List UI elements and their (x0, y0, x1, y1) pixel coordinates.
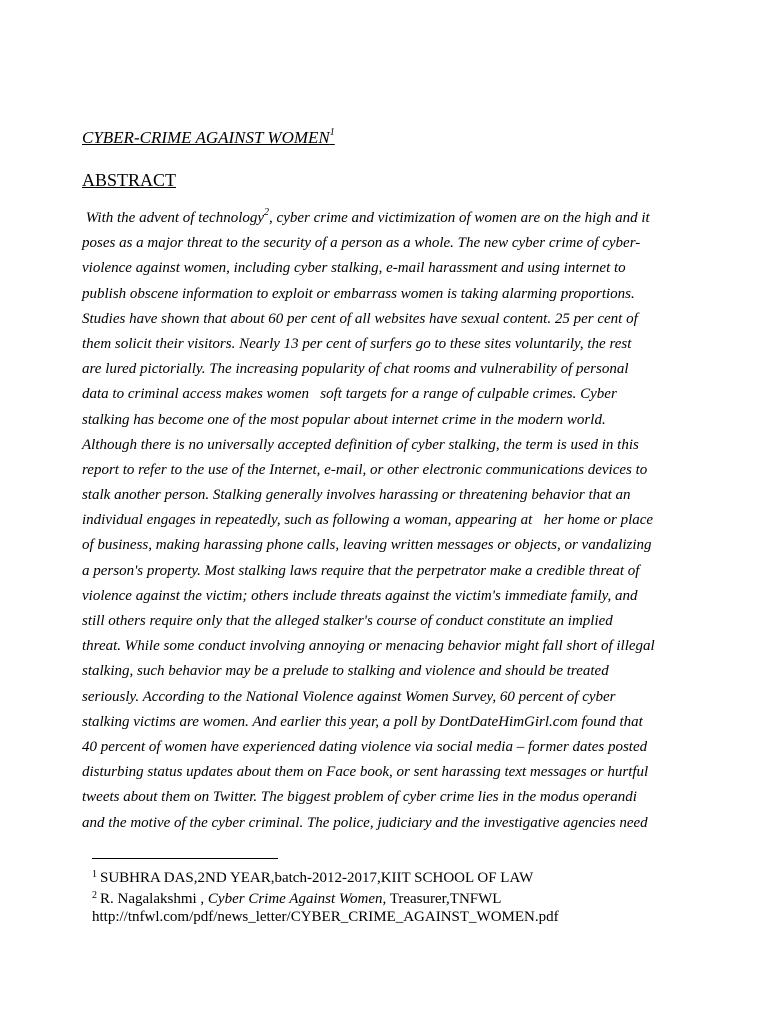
body-line-text: still others require only that the alleged stalker's course of conduct constitute an implied (82, 613, 613, 629)
body-line (82, 357, 692, 382)
footnotes (92, 866, 559, 926)
body-line-text: 40 percent of women have experienced dating violence via social media – former dates posted (82, 738, 648, 755)
body-line-text: threat. While some conduct involving annoying or menacing behavior might fall short of illegal (82, 638, 655, 655)
body-line-text: publish obscene information to exploit or embarrass women is taking alarming proportions. (82, 285, 635, 302)
footnote-2 (92, 887, 559, 908)
body-line (82, 659, 692, 684)
body-line (82, 710, 692, 735)
body-line (82, 685, 692, 710)
body-line-text: stalk another person. Stalking generally involves harassing or threatening behavior that an (82, 487, 631, 504)
body-line (82, 785, 692, 810)
body-line (82, 307, 692, 332)
body-line (82, 256, 692, 281)
body-line (82, 382, 692, 407)
body-line-text: report to refer to the use of the Internet, e-mail, or other electronic communications devices to (82, 461, 648, 478)
footnote-2-url[interactable] (92, 908, 559, 926)
document-title-text: CYBER-CRIME AGAINST WOMEN (82, 128, 330, 147)
body-line-text: Studies have shown that about 60 per cent of all websites have sexual content. 25 per cent of (82, 310, 638, 327)
body-line-text: data to criminal access makes women soft targets for a range of culpable crimes. Cyber (82, 386, 617, 403)
body-line-text: and the motive of the cyber criminal. The police, judiciary and the investigative agencies need (82, 814, 648, 831)
body-line-text: , cyber crime and victimization of women are on the high and it (269, 210, 650, 226)
body-line (82, 408, 692, 433)
abstract-body (82, 206, 692, 836)
footnote-text: SUBHRA DAS,2ND YEAR,batch-2012-2017,KIIT SCHOOL OF LAW (100, 870, 534, 886)
body-line-text: With the advent of technology (82, 210, 265, 226)
body-line (82, 811, 692, 836)
body-line-text: violence against women, including cyber stalking, e-mail harassment and using internet to (82, 260, 626, 277)
body-line-text: seriously. According to the National Violence against Women Survey, 60 percent of cyber (82, 688, 616, 705)
footnote-author: R. Nagalakshmi , (100, 891, 208, 907)
body-line (82, 332, 692, 357)
body-line (82, 433, 692, 458)
body-line (82, 483, 692, 508)
footnote-affiliation: Treasurer,TNFWL (386, 891, 502, 907)
footnote-url-link[interactable]: http://tnfwl.com/pdf/news_letter/CYBER_CRIME_AGAINST_WOMEN.pdf (92, 909, 559, 925)
body-line-text: Although there is no universally accepted definition of cyber stalking, the term is used in this (82, 436, 639, 453)
body-line (82, 508, 692, 533)
body-line-text: stalking victims are women. And earlier this year, a poll by DontDateHimGirl.com found that (82, 713, 643, 730)
body-line (82, 206, 692, 231)
body-line-text: poses as a major threat to the security of a person as a whole. The new cyber crime of cyber- (82, 235, 641, 252)
body-line (82, 735, 692, 760)
body-line (82, 282, 692, 307)
footnote-work-title: Cyber Crime Against Women, (207, 891, 387, 907)
body-line (82, 609, 692, 634)
body-line-text: violence against the victim; others include threats against the victim's immediate family, and (82, 587, 638, 604)
body-line (82, 760, 692, 785)
body-line-text: of business, making harassing phone calls, leaving written messages or objects, or vandalizing (82, 537, 652, 554)
body-line-text: individual engages in repeatedly, such as following a woman, appearing at her home or place (82, 512, 654, 529)
footnote-divider (92, 858, 278, 859)
body-line-text: a person's property. Most stalking laws require that the perpetrator make a credible threat of (82, 562, 640, 579)
footnote-1 (92, 866, 559, 887)
footnote-number: 1 (92, 869, 97, 880)
body-line-text: them solicit their visitors. Nearly 13 per cent of surfers go to these sites voluntarily, the rest (82, 335, 632, 352)
body-line (82, 231, 692, 256)
body-line-text: stalking has become one of the most popular about internet crime in the modern world. (82, 411, 606, 428)
abstract-heading: ABSTRACT (82, 170, 177, 190)
body-line (82, 458, 692, 483)
body-line-text: are lured pictorially. The increasing popularity of chat rooms and vulnerability of personal (82, 361, 629, 378)
body-line-text: tweets about them on Twitter. The biggest problem of cyber crime lies in the modus operandi (82, 789, 637, 806)
body-line-text: disturbing status updates about them on Face book, or sent harassing text messages or hurtful (82, 764, 649, 781)
document-title (82, 128, 335, 148)
body-line (82, 634, 692, 659)
body-line (82, 533, 692, 558)
body-line-text: stalking, such behavior may be a prelude to stalking and violence and should be treated (82, 663, 609, 680)
footnote-ref[interactable]: 2 (264, 207, 270, 218)
title-footnote-ref[interactable]: 1 (329, 127, 335, 139)
body-line (82, 584, 692, 609)
body-line (82, 559, 692, 584)
footnote-number: 2 (92, 890, 97, 901)
